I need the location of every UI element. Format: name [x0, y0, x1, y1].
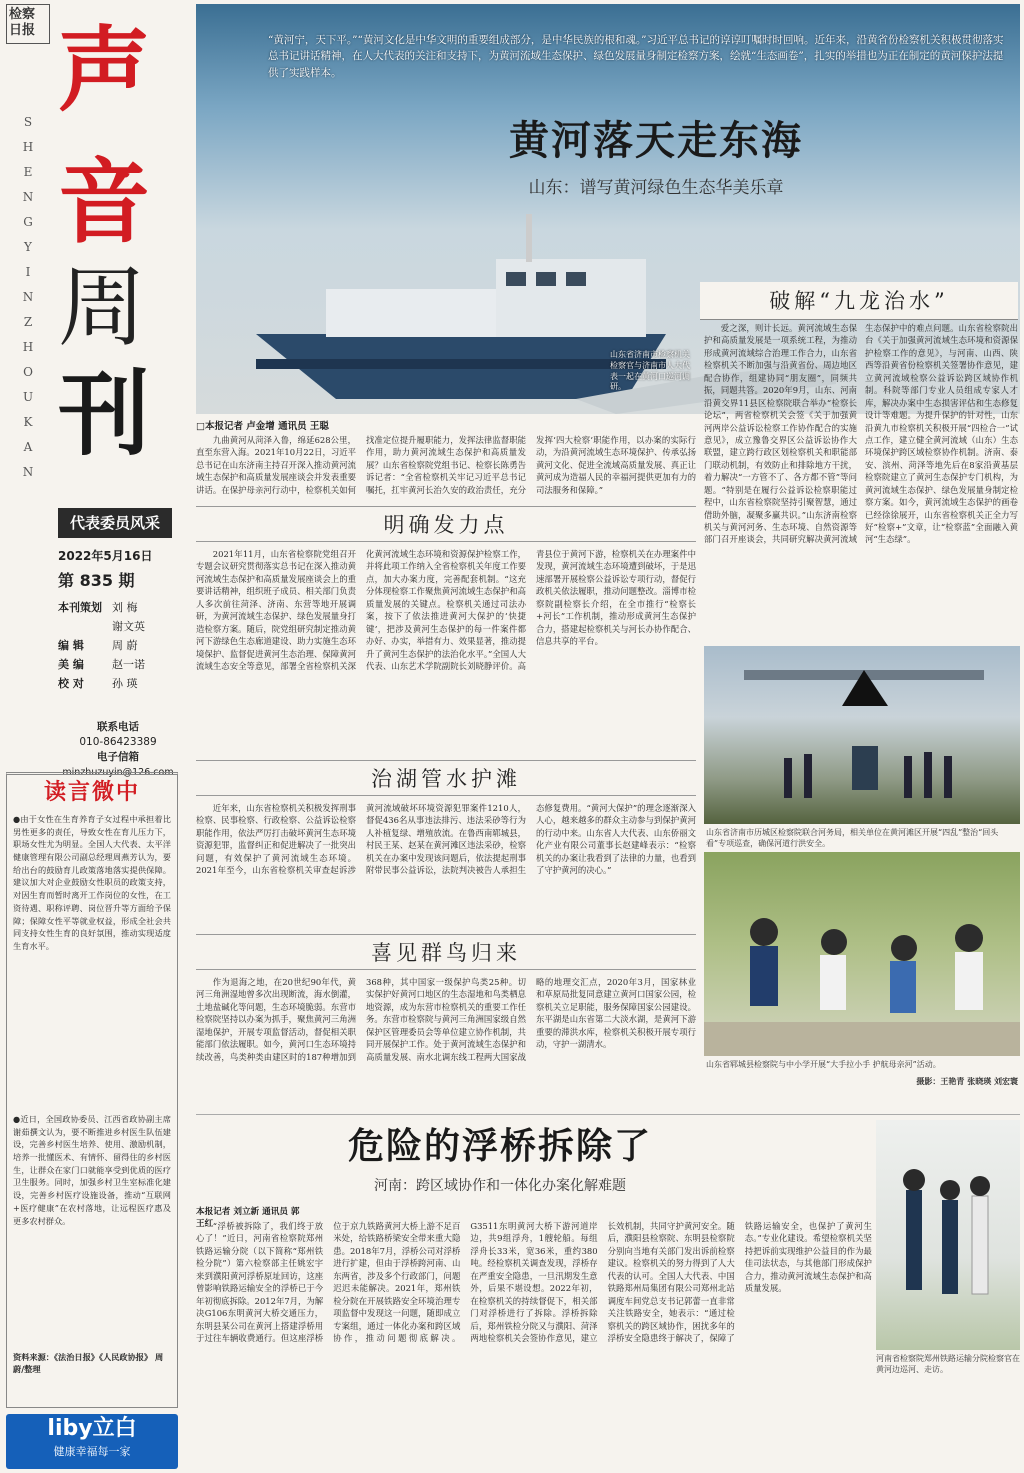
issue-info: [58, 548, 178, 593]
right-section-title: [700, 282, 1018, 320]
section-body: 作为退海之地，在20世纪90年代，黄河三角洲湿地曾多次出现断流，海水倒灌，土地盐碱化等问题，生态环境脆弱。东营市检察院坚持以办案为抓手，聚焦黄河三角洲湿地保护，开展专项监督活动，督促相关职能部门依法履职。如今，黄河口生态环境持续改善，鸟类种类由建区时的187种增加到368种，其中国家一级保护鸟类25种。切实保护好黄河口地区的生态湿地和鸟类栖息地资源，成为东营市检察机关的重要工作任务。东营市检察院与黄河三角洲国家级自然保护区管理委员会等单位建立协作机制，共同开展保护工作。处于黄河流域生态保护和高质量发展、南水北调东线工程两大国家战略的地理交汇点，2020年3月，国家林业和草原局批复同意建立黄河口国家公园，检察机关立足职能，服务保障国家公园建设。东平湖是山东省第二大淡水湖，是黄河下游重要的滞洪水库，检察机关积极开展专项行动，守护一湖清水。: [196, 977, 696, 1062]
email-label: 电子信箱: [97, 751, 139, 763]
story1-subhead: 山东：谱写黄河绿色生态华美乐章: [528, 178, 784, 198]
staff-name: 刘 梅: [112, 601, 138, 614]
contact-block: [58, 720, 178, 780]
sidebar-box: [6, 772, 178, 1408]
story2-body: “浮桥被拆除了，我们终于放心了！”近日，河南省检察院郑州铁路运输分院（以下简称“郑州铁检分院”）第六检察部主任姚宏宇来到濮阳黄河浮桥原址回访，这座曾影响铁路运输安全的浮桥已于今年初彻底拆除。2012年7月，为解决G106东明黄河大桥交通压力，东明县某公司在黄河上搭建浮桥用于过往车辆收费通行。但这座浮桥位于京九铁路黄河大桥上游不足百米处，给铁路桥梁安全带来重大隐患。2018年7月，浮桥公司对浮桥进行扩建，但由于浮桥跨河南、山东两省，涉及多个行政部门，问题迟迟未能解决。2021年，郑州铁检分院在开展铁路安全环境治理专项监督中发现这一问题，随即成立专案组，通过一体化办案和跨区域协作，推动问题彻底解决。G3511东明黄河大桥下游河道岸边，共9组浮舟，1艘轮船。每组浮舟长33米，宽36米，重约380吨。经检察机关调查发现，浮桥存在严重安全隐患，一旦汛期发生意外，后果不堪设想。2022年初，在检察机关的持续督促下，相关部门对浮桥进行了拆除。浮桥拆除后，郑州铁检分院又与濮阳、菏泽两地检察机关会签协作意见，建立长效机制，共同守护黄河安全。随后，濮阳县检察院、东明县检察院分别向当地有关部门发出诉前检察建议。检察机关的努力得到了人大代表的认可。全国人大代表、中国铁路郑州局集团有限公司郑州北站调度车间党总支书记郭蕾一直非常关注铁路安全，她表示：“通过检察机关的跨区域协作，困扰多年的浮桥安全隐患终于解决了，保障了铁路运输安全，也保护了黄河生态。”专业化建设。希望检察机关坚持把诉前实现维护公益目的作为最佳司法状态，与其他部门形成保护合力，推动黄河流域生态保护和高质量发展。: [196, 1221, 872, 1343]
staff-role: [58, 617, 112, 636]
staff-row: [58, 598, 178, 617]
staff-role: 美 编: [58, 658, 84, 671]
photo-students-caption: 山东省郓城县检察院与中小学开展“大手拉小手 护航母亲河”活动。: [706, 1060, 941, 1069]
section-body: 2021年11月，山东省检察院党组召开专题会议研究贯彻落实总书记在深入推动黄河流域生态保护和高质量发展座谈会上的重要讲话精神，组织班子成员、相关部门负责人多次前往菏泽、济南、东营等地开展调研，为黄河流域生态保护、绿色发展量身打造检察方案。随后，院党组研究制定推动黄河下游绿色生态廊道建设、助力实施生态环境保护、监督促进黄河生态治理、保障黄河流域生态安全等意见，部署全省检察机关深化黄河流域生态环境和资源保护检察工作，并将此项工作纳入全省检察机关年度工作要点，加大办案力度，完善配套机制。“这充分体现检察工作聚焦黄河流域生态保护和高质量发展的关键点。检察机关通过司法办案，按下了依法推进黄河大保护的‘快捷键’，把涉及黄河生态保护的每一件案件都办好、办实，举措有力、效果显著，推动提升了黄河生态保护的法治化水平。”全国人大代表、山东艺术学院副院长刘晓静评价。高青县位于黄河下游，检察机关在办理案件中发现，黄河流域生态环境遭到破坏，于是迅速部署开展检察公益诉讼专项行动，督促行政机关依法履职，推动问题整改。淄博市检察院副检察长介绍，在全市推行“检察长+河长”工作机制，推动形成黄河生态保护合力，搭建起检察机关与河长办协作配合、信息共享的平台。: [196, 549, 696, 671]
photo-patrol-caption: 山东省济南市历城区检察院联合河务局，相关单位在黄河滩区开展“四乱”整治“回头看”专项巡查，确保河道行洪安全。: [706, 828, 999, 848]
masthead-char-1: 声: [58, 16, 151, 124]
staff-list: [58, 598, 178, 693]
photo-riverbank-caption: 河南省检察院郑州铁路运输分院检察官在黄河边巡河、走访。: [876, 1354, 1020, 1374]
staff-row: [58, 617, 178, 636]
issue-date: 2022年5月16日: [58, 549, 153, 563]
newspaper-logo: [6, 4, 50, 44]
section-heading: 破解“九龙治水”: [769, 289, 949, 313]
hero-photo-caption: 山东省济南市检察机关检察官与济南市人大代表一起在黄河口巡河调研。: [610, 350, 690, 392]
section-heading: 喜见群鸟归来: [371, 941, 521, 965]
newspaper-logo-text: 检察日报: [9, 7, 36, 38]
staff-name: 赵一诺: [112, 658, 145, 671]
sidebar-item: ●近日，全国政协委员、江西省政协副主席谢茹撰文认为，要不断推进乡村医生队伍建设，完善乡村医生培养、使用、激励机制，培养一批懂医术、有情怀、留得住的乡村医生，让群众在家门口就能享受到优质的医疗卫生服务。同时，加强乡村卫生室标准化建设，完善乡村医疗设施设备，推动“互联网+医疗健康”在农村落地，让远程医疗惠及更多农村群众。: [13, 1113, 171, 1226]
masthead-pinyin: [22, 110, 36, 485]
students-illustration: [704, 852, 1020, 1056]
sidebar-item: ●由于女性在生育养育子女过程中承担着比男性更多的责任，导致女性在育儿压力下，职场女性尤为明显。全国人大代表、太平洋健康管理有限公司副总经理周燕芳认为，要给出台的鼓励育儿政策落地落实提供保障。建议加大对企业鼓励女性职员的政策支持，对因生育而暂时离开工作岗位的女性，在工资待遇、职称评聘、岗位晋升等方面给予保障；保障女性平等就业权益，形成全社会共同支持女性生育的良好氛围，推动实现适度生育水平。: [13, 813, 171, 951]
phone-label: 联系电话: [97, 721, 139, 733]
staff-role: 本刊策划: [58, 601, 102, 614]
story2-divider: [196, 1114, 1020, 1115]
photo-patrol: [704, 646, 1020, 824]
section-body: 近年来，山东省检察机关积极发挥刑事检察、民事检察、行政检察、公益诉讼检察职能作用，依法严厉打击破坏黄河生态环境资源犯罪，监督纠正和促进解决了一批突出问题，有效保护了黄河流域生态环境。2021年至今，山东省检察机关审查起诉涉黄河流域破坏环境资源犯罪案件1210人，督促436名从事违法排污、违法采砂等行为人补植复绿、增殖放流。在鲁西南郓城县，村民王某、赵某在黄河滩区违法采砂，检察机关在办案中发现该问题后，依法提起刑事附带民事公益诉讼，法院判决被告人承担生态修复费用。“黄河大保护”的理念逐渐深入人心，越来越多的群众主动参与到保护黄河的行动中来。山东省人大代表、山东侨丽文化产业有限公司董事长赵建峰表示：“检察机关的办案让我看到了法律的力量，也看到了守护黄河的决心。”: [196, 803, 696, 876]
sidebar-title: [7, 775, 177, 809]
masthead-char-4: 刊: [58, 360, 151, 468]
section-heading: 治湖管水护滩: [371, 767, 521, 791]
photo-students: [704, 852, 1020, 1056]
section-header: [196, 760, 696, 796]
photo-riverbank: [876, 1120, 1020, 1350]
patrol-illustration: [704, 646, 1020, 824]
section-header: [196, 934, 696, 970]
staff-row: [58, 674, 178, 693]
riverbank-illustration: [876, 1120, 1020, 1350]
staff-role: 校 对: [58, 677, 84, 690]
staff-name: 周 蔚: [112, 639, 138, 652]
photo-credit: 摄影：王艳青 张晓瑛 刘宏寰: [916, 1076, 1018, 1086]
right-section-body: 爱之深，则计长远。黄河流域生态保护和高质量发展是一项系统工程，为推动形成黄河流域综合治理工作合力，山东省检察机关不断加强与沿黄省份、周边地区配合协作，组建协同“朋友圈”，同频共振，同题共答。2020年9月，山东、河南沿黄交界11县区检察院联合举办“检察长论坛”，两省检察机关会签《关于加强黄河两岸公益诉讼检察工作协作配合的实施意见》，成立豫鲁交界区公益诉讼协作大联盟，建立跨行政区划检察机关和职能部门联动机制，有效防止和排除地方干扰，着力解决“一方管不了、各方都不管”等问题。“特别是在履行公益诉讼检察职能过程中，山东省检察院坚持引聚智慧，通过借助外脑，凝聚多赢共识。”山东济南检察机关与黄河河务、生态环境、自然资源等部门召开座谈会，共同研究解决黄河流域生态保护中的难点问题。山东省检察院出台《关于加强黄河流域生态环境和资源保护检察工作的意见》，与河南、山西、陕西等沿黄省份检察机关签署协作意见，建立黄河流域检察公益诉讼跨区域协作机制。科院等部门专业人员组成专家人才库，解决办案中生态损害评估和生态修复设计等难题。为提升保护的针对性，山东沿黄九市检察机关积极开展“四检合一”试点工作，建立健全黄河流域（山东）生态环境保护跨区域检察协作机制。济南、泰安、滨州、菏泽等地先后在8家沿黄基层检察院建立了黄河生态保护专门机构，为黄河流域生态保护、绿色发展量身制定检察方案。如今，黄河流域生态保护的画卷已经徐徐展开，山东省检察机关正全力写好“检察+”文章，让“检察蓝”全面融入黄河“生态绿”。: [704, 323, 1018, 545]
column-tag-text: 代表委员风采: [69, 514, 160, 532]
story2-headline: 危险的浮桥拆除了: [347, 1125, 652, 1167]
ad-slogan: 健康幸福每一家: [53, 1445, 131, 1458]
staff-name: 孙 瑛: [112, 677, 138, 690]
story1-headline: 黄河落天走东海: [509, 117, 803, 164]
staff-name: 谢文英: [112, 620, 145, 633]
section-header: [196, 506, 696, 542]
masthead-pinyin-text: SHENGYINZHOUKAN: [22, 115, 34, 479]
issue-number: 第 835 期: [58, 571, 135, 591]
email-address: minzhuzuyin@126.com: [62, 767, 174, 778]
story2-subhead: 河南：跨区域协作和一体化办案化解难题: [374, 1178, 626, 1194]
section-heading: 明确发力点: [383, 513, 509, 537]
sidebar-title-text: 读言微中: [43, 779, 140, 805]
ad-banner[interactable]: [6, 1414, 178, 1469]
masthead-title: [58, 18, 176, 466]
lead-paragraph: “黄河宁，天下平。”“黄河文化是中华文明的重要组成部分，是中华民族的根和魂。”习近平总书记的谆谆叮嘱时时回响。近年来，沿黄省份检察机关积极贯彻落实总书记讲话精神，在人大代表的关注和支持下，为黄河流域生态保护、绿色发展量身制定检察方案，绘就“生态画卷”，扎实的举措也为正在制定的黄河保护法提供了实践样本。: [268, 34, 1004, 79]
story1-byline: □本报记者 卢金增 通讯员 王聪: [196, 421, 329, 432]
sidebar-source: 资料来源：《法治日报》《人民政协报》 周蔚/整理: [13, 1351, 164, 1375]
staff-role: 编 辑: [58, 639, 84, 652]
ad-brand: liby立白: [47, 1416, 137, 1441]
staff-row: [58, 655, 178, 674]
masthead-char-3: 周: [58, 256, 147, 359]
story2-byline: 本报记者 刘立新 通讯员 郭王红: [196, 1207, 300, 1230]
column-tag: [58, 508, 172, 538]
phone-number: 010-86423389: [79, 736, 157, 748]
masthead-char-2: 音: [58, 148, 151, 256]
story1-intro: 九曲黄河从菏泽入鲁，绵延628公里，直至东营入海。2021年10月22日，习近平总书记在山东济南主持召开深入推动黄河流域生态保护和高质量发展座谈会并发表重要讲话。在保护母亲河行动中，检察机关如何找准定位提升履职能力，发挥法律监督职能作用，助力黄河流域生态保护和高质量发展？山东省检察院党组书记、检察长陈勇告诉记者：“全省检察机关牢记习近平总书记嘱托，扛牢黄河长治久安的政治责任，充分发挥‘四大检察’职能作用，以办案的实际行动，为沿黄河流域生态环境保护、传承弘扬黄河文化、促进全流域高质量发展、真正让黄河成为造福人民的幸福河提供更加有力的司法服务和保障。”: [196, 435, 696, 495]
staff-row: [58, 636, 178, 655]
